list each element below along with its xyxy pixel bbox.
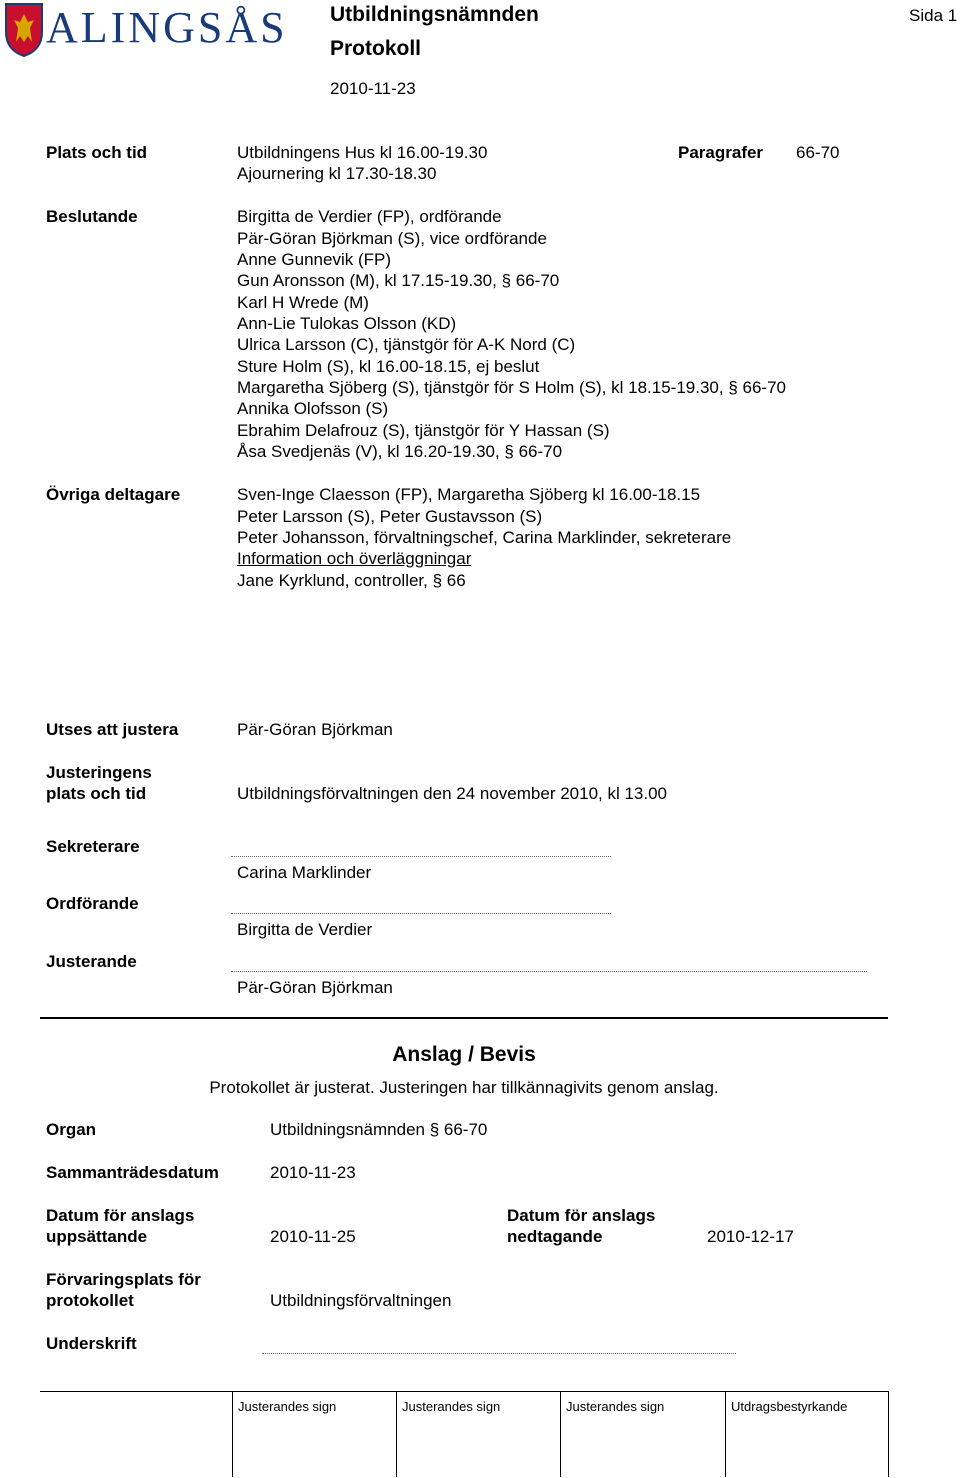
- uppsattande-label: Datum för anslags: [46, 1206, 195, 1225]
- sammantrade-label: Sammanträdesdatum: [46, 1163, 219, 1182]
- justerande-label: Justerande: [46, 952, 137, 971]
- footer-top-line: [40, 1391, 888, 1392]
- ovriga-line: Sven-Inge Claesson (FP), Margaretha Sjöberg kl 16.00-18.15: [237, 485, 701, 504]
- beslutande-line: Ann-Lie Tulokas Olsson (KD): [237, 314, 457, 333]
- utses-label: Utses att justera: [46, 720, 179, 739]
- footer-cell: Justerandes sign: [566, 1399, 665, 1414]
- forvaring-label: Förvaringsplats för: [46, 1270, 201, 1289]
- section-divider: [40, 1017, 888, 1019]
- organ-label: Organ: [46, 1120, 97, 1139]
- beslutande-line: Ulrica Larsson (C), tjänstgör för A-K Nord (C): [237, 335, 576, 354]
- document-title: Utbildningsnämnden: [330, 3, 539, 26]
- crest-icon: [4, 2, 44, 58]
- logo-text: ALINGSÅS: [46, 3, 288, 52]
- document-subtitle: Protokoll: [330, 37, 422, 60]
- ovriga-label: Övriga deltagare: [46, 485, 181, 504]
- footer-divider: [888, 1391, 889, 1477]
- justering-plats-value: Utbildningsförvaltningen den 24 november 2010, kl 13.00: [237, 784, 668, 803]
- plats-line: Utbildningens Hus kl 16.00-19.30: [237, 143, 488, 162]
- utses-value: Pär-Göran Björkman: [237, 720, 393, 739]
- anslag-title: Anslag / Bevis: [392, 1043, 536, 1066]
- beslutande-line: Gun Aronsson (M), kl 17.15-19.30, § 66-70: [237, 271, 560, 290]
- justering-plats-label: plats och tid: [46, 784, 147, 803]
- forvaring-label: protokollet: [46, 1291, 134, 1310]
- beslutande-line: Birgitta de Verdier (FP), ordförande: [237, 207, 502, 226]
- sekreterare-label: Sekreterare: [46, 837, 140, 856]
- signature-line: [231, 971, 867, 972]
- ovriga-line: Peter Johansson, förvaltningschef, Carina Marklinder, sekreterare: [237, 528, 732, 547]
- footer-divider: [232, 1391, 233, 1477]
- ordforande-name: Birgitta de Verdier: [237, 920, 373, 939]
- sekreterare-name: Carina Marklinder: [237, 863, 372, 882]
- page-number: Sida 1: [909, 6, 958, 25]
- uppsattande-label: uppsättande: [46, 1227, 148, 1246]
- beslutande-line: Åsa Svedjenäs (V), kl 16.20-19.30, § 66-70: [237, 442, 563, 461]
- ovriga-line: Peter Larsson (S), Peter Gustavsson (S): [237, 507, 543, 526]
- footer-cell: Justerandes sign: [402, 1399, 501, 1414]
- beslutande-line: Anne Gunnevik (FP): [237, 250, 392, 269]
- footer-divider: [560, 1391, 561, 1477]
- nedtagande-label: Datum för anslags: [507, 1206, 656, 1225]
- beslutande-line: Sture Holm (S), kl 16.00-18.15, ej beslut: [237, 357, 540, 376]
- beslutande-line: Karl H Wrede (M): [237, 293, 369, 312]
- beslutande-line: Pär-Göran Björkman (S), vice ordförande: [237, 229, 547, 248]
- beslutande-line: Annika Olofsson (S): [237, 399, 389, 418]
- signature-line: [231, 856, 611, 857]
- organ-value: Utbildningsnämnden § 66-70: [270, 1120, 488, 1139]
- ovriga-line: Jane Kyrklund, controller, § 66: [237, 571, 466, 590]
- beslutande-line: Margaretha Sjöberg (S), tjänstgör för S Holm (S), kl 18.15-19.30, § 66-70: [237, 378, 786, 397]
- forvaring-value: Utbildningsförvaltningen: [270, 1291, 452, 1310]
- document-date: 2010-11-23: [330, 79, 416, 98]
- underskrift-label: Underskrift: [46, 1334, 137, 1353]
- nedtagande-value: 2010-12-17: [707, 1227, 794, 1246]
- paragrafer-value: 66-70: [796, 143, 840, 162]
- footer-cell: Justerandes sign: [238, 1399, 337, 1414]
- footer-divider: [396, 1391, 397, 1477]
- signature-line: [231, 913, 611, 914]
- ordforande-label: Ordförande: [46, 894, 139, 913]
- plats-label: Plats och tid: [46, 143, 148, 162]
- beslutande-label: Beslutande: [46, 207, 138, 226]
- beslutande-line: Ebrahim Delafrouz (S), tjänstgör för Y Hassan (S): [237, 421, 610, 440]
- anslag-text: Protokollet är justerat. Justeringen har tillkännagivits genom anslag.: [209, 1078, 719, 1097]
- justering-plats-label: Justeringens: [46, 763, 152, 782]
- uppsattande-value: 2010-11-25: [270, 1227, 356, 1246]
- footer-divider: [725, 1391, 726, 1477]
- justerande-name: Pär-Göran Björkman: [237, 978, 393, 997]
- plats-line: Ajournering kl 17.30-18.30: [237, 164, 437, 183]
- nedtagande-label: nedtagande: [507, 1227, 603, 1246]
- alingsas-logo: [4, 2, 288, 60]
- ovriga-heading: Information och överläggningar: [237, 549, 472, 568]
- sammantrade-value: 2010-11-23: [270, 1163, 356, 1182]
- footer-cell: Utdragsbestyrkande: [731, 1399, 848, 1414]
- paragrafer-label: Paragrafer: [678, 143, 764, 162]
- signature-line: [262, 1353, 736, 1354]
